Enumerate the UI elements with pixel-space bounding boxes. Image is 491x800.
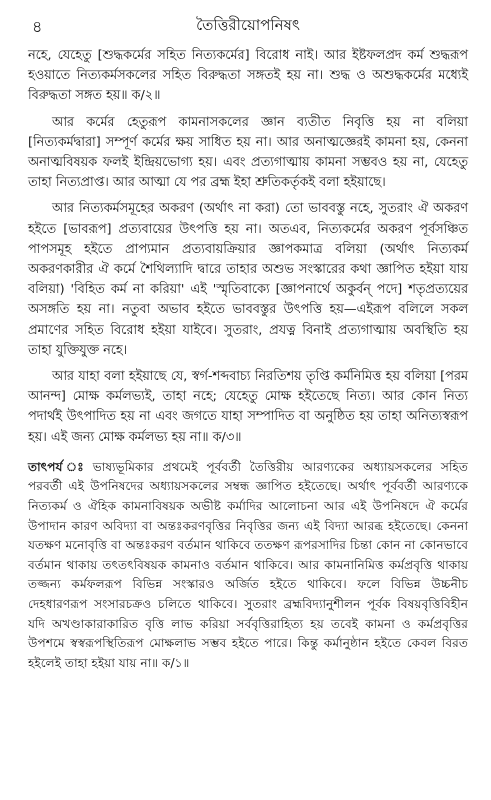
- paragraph: আর কর্মের হেতুরূপ কামনাসকলের জ্ঞান ব্যতীত নিবৃত্তি হয় না বলিয়া [নিত্যকর্মদ্বারা] সম্পূর্ণ কর্মের ক্ষয় সাধিত হয় না। আর অনাত্মজ্ঞেরই কামনা হয়, কেননা অনাত্মবিষয়ক ফলই ইন্দ্রিয়ভোগ্য হয়। এবং প্রত্যগাত্মায় কামনা সম্ভবও হয় না, যেহেতু তাহা নিত্যপ্রাপ্ত। আর আত্মা যে পর ব্রহ্ম ইহা শ্রুতিকর্তৃকই বলা হইয়াছে।: [28, 114, 468, 191]
- commentary-text: ভাষ্যভূমিকার প্রথমেই পূর্ববর্তী তৈত্তিরীয় আরণ্যকের অধ্যায়সকলের সহিত পরবর্তী এই উপনিষদের অধ্যায়সকলের সম্বন্ধ জ্ঞাপিত হইতেছে। অর্থাৎ পূর্ববর্তী আরণ্যকে নিত্যকর্ম ও ঐহিক কামনাবিষয়ক অভীষ্ট কর্মাদির আলোচনা আর এই উপনিষদে ঐ কর্মের উপাদান কারণ অবিদ্যা বা অন্তঃকরণবৃত্তির নিবৃত্তির জন্য এই বিদ্যা আরব্ধ হইতেছে। কেননা যতক্ষণ মনোবৃত্তি বা অন্তঃকরণ বর্তমান থাকিবে ততক্ষণ রূপরসাদির চিন্তা কোন না কোনভাবে বর্তমান থাকায় তৎতৎবিষয়ক কামনাও বর্তমান থাকিবে। আর কামনানিমিত্ত কর্মপ্রবৃত্তি থাকায় তজ্জন্য কর্মফলরূপ বিভিন্ন সংস্কারও অর্জিত হইতে থাকিবে। ফলে বিভিন্ন উচ্চনীচ দেহধারণরূপ সংসারচক্রও চলিতে থাকিবে। সুতরাং ব্রহ্মবিদ্যানুশীলন পূর্বক বিষয়বৃত্তিবিহীন যদি অখণ্ডাকারাকারিত বৃত্তি লাভ করিয়া সর্ববৃত্তিরাহিত্য হয় তবেই কামনা ও কর্মপ্রবৃত্তির উপশমে স্বস্বরূপস্থিতিরূপ মোক্ষলাভ সম্ভব হইতে পারে। কিন্তু কর্মানুষ্ঠান হইতে কেবল বিরত হইলেই তাহা হইয়া যায় না॥ ক/১॥: [28, 459, 468, 670]
- running-title: তৈত্তিরীয়োপনিষৎ: [196, 16, 300, 34]
- commentary-label: তাৎপর্য ঃ: [28, 459, 89, 474]
- paragraph: আর যাহা বলা হইয়াছে যে, স্বর্গ-শব্দবাচ্য নিরতিশয় তৃপ্তি কর্মনিমিত্ত হয় বলিয়া [পরম আনন্দ] মোক্ষ কর্মলভ্যই, তাহা নহে; যেহেতু মোক্ষ হইতেছে নিত্য। আর কোন নিত্য পদার্থই উৎপাদিত হয় না এবং জগতে যাহা সম্পাদিত বা অনুষ্ঠিত হয় তাহা অনিত্যস্বরূপ হয়। এই জন্য মোক্ষ কর্মলভ্য হয় না॥ ক/৩॥: [28, 369, 468, 445]
- page-body: [28, 46, 468, 686]
- paragraph: আর নিত্যকর্মসমূহের অকরণ (অর্থাৎ না করা) তো ভাববস্তু নহে, সুতরাং ঐ অকরণ হইতে [ভাবরূপ] প্রত্যবায়ের উৎপত্তি হয় না। অতএব, নিত্যকর্মের অকরণ পূর্বসঞ্চিত পাপসমূহ হইতে প্রাপ্যমান প্রত্যবায়ক্রিয়ার জ্ঞাপকমাত্র বলিয়া (অর্থাৎ নিত্যকর্ম অকরণকারীর ঐ কর্মে শৈথিল্যাদি দ্বারে তাহার অশুভ সংস্কারের কথা জ্ঞাপিত হইয়া যায় বলিয়া) 'বিহিত কর্ম না করিয়া' এই 'স্মৃতিবাক্যে [জ্ঞাপনার্থে অকুর্বন্ পদে] শতৃপ্রত্যয়ের অসঙ্গতি হয় না। নতুবা অভাব হইতে ভাববস্তুর উৎপত্তি হয়—এইরূপ বলিলে সকল প্রমাণের সহিত বিরোধ হইয়া যাইবে। সুতরাং, প্রযত্ন বিনাই প্রত্যগাত্মায় অবস্থিতি হয় তাহা যুক্তিযুক্ত নহে।: [28, 201, 468, 358]
- paragraph-continuation: নহে, যেহেতু [শুদ্ধকর্মের সহিত নিত্যকর্মের] বিরোধ নাই। আর ইষ্টফলপ্রদ কর্ম শুদ্ধরূপ হওয়াতে নিত্যকর্মসকলের সহিত বিরুদ্ধতা সঙ্গতই হয় না। শুদ্ধ ও অশুদ্ধকর্মের মধ্যেই বিরুদ্ধতা সঙ্গত হয়॥ ক/২॥: [28, 48, 468, 104]
- page-header: [28, 14, 468, 36]
- page-number: ৪: [32, 17, 43, 36]
- commentary: [28, 458, 468, 674]
